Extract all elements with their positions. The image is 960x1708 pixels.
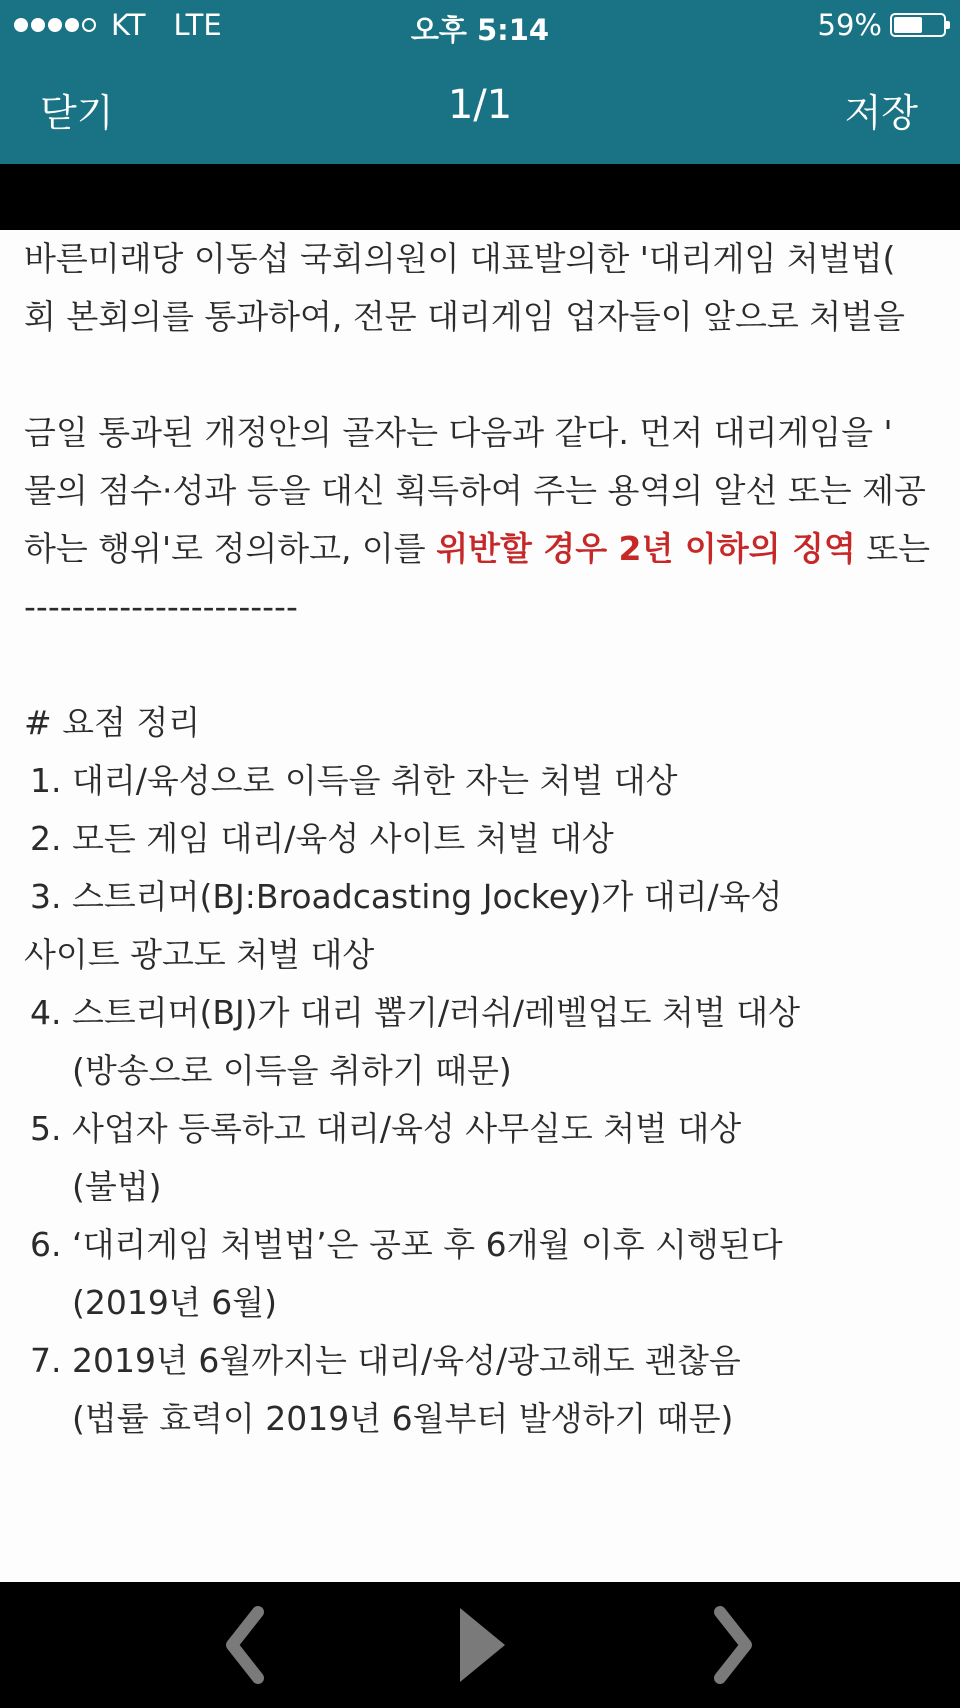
top-bar [0, 0, 960, 164]
list-item-continuation: (불법) [72, 1167, 162, 1206]
paragraph-line: 바른미래당 이동섭 국회의원이 대표발의한 '대리게임 처벌법( [24, 239, 896, 278]
summary-heading: # 요점 정리 [24, 703, 201, 742]
status-time: 오후 5:14 [410, 13, 550, 47]
battery-icon [890, 13, 946, 37]
document-image [0, 230, 960, 1582]
save-button[interactable]: 저장 [844, 91, 918, 135]
summary-list [24, 752, 960, 1448]
page-indicator: 1/1 [447, 82, 513, 128]
paragraph-line: 금일 통과된 개정안의 골자는 다음과 같다. 먼저 대리게임을 ' [24, 413, 893, 452]
text-segment: 또는 [855, 529, 931, 568]
chevron-right-icon [680, 1600, 790, 1690]
chevron-left-icon [196, 1600, 306, 1690]
next-button[interactable] [680, 1600, 790, 1690]
carrier-name: KT [111, 8, 146, 42]
close-button[interactable]: 닫기 [40, 91, 114, 135]
list-item-continuation: (2019년 6월) [72, 1283, 277, 1322]
network-type: LTE [173, 8, 222, 42]
list-item: 7. 2019년 6월까지는 대리/육성/광고해도 괜찮음 [30, 1341, 741, 1380]
play-icon [425, 1600, 535, 1690]
status-right [818, 8, 946, 42]
list-item: 3. 스트리머(BJ:Broadcasting Jockey)가 대리/육성 [30, 877, 783, 916]
play-button[interactable] [425, 1600, 535, 1690]
divider-line: ----------------------- [24, 587, 298, 626]
text-segment: 하는 행위'로 정의하고, 이를 [24, 529, 437, 568]
list-item-continuation: 사이트 광고도 처벌 대상 [24, 935, 375, 974]
list-item-continuation: (방송으로 이득을 취하기 때문) [72, 1051, 512, 1090]
paragraph-line [24, 520, 960, 578]
battery-percent: 59% [817, 8, 882, 42]
document-text [24, 230, 960, 1448]
highlighted-penalty: 위반할 경우 2년 이하의 징역 [436, 529, 856, 568]
list-item: 4. 스트리머(BJ)가 대리 뽑기/러쉬/레벨업도 처벌 대상 [30, 993, 800, 1032]
list-item-continuation: (법률 효력이 2019년 6월부터 발생하기 때문) [72, 1399, 734, 1438]
paragraph-line: 물의 점수·성과 등을 대신 획득하여 주는 용역의 알선 또는 제공 [24, 471, 926, 510]
image-viewer[interactable] [0, 164, 960, 1582]
previous-button[interactable] [196, 1600, 306, 1690]
status-bar [0, 0, 960, 54]
list-item: 2. 모든 게임 대리/육성 사이트 처벌 대상 [30, 819, 614, 858]
battery-fill [894, 17, 922, 33]
list-item: 5. 사업자 등록하고 대리/육성 사무실도 처벌 대상 [30, 1109, 742, 1148]
list-item: 1. 대리/육성으로 이득을 취한 자는 처벌 대상 [30, 761, 678, 800]
paragraph-line: 회 본회의를 통과하여, 전문 대리게임 업자들이 앞으로 처벌을 [24, 297, 905, 336]
bottom-toolbar [0, 1582, 960, 1708]
list-item: 6. ‘대리게임 처벌법’은 공포 후 6개월 이후 시행된다 [30, 1225, 783, 1264]
